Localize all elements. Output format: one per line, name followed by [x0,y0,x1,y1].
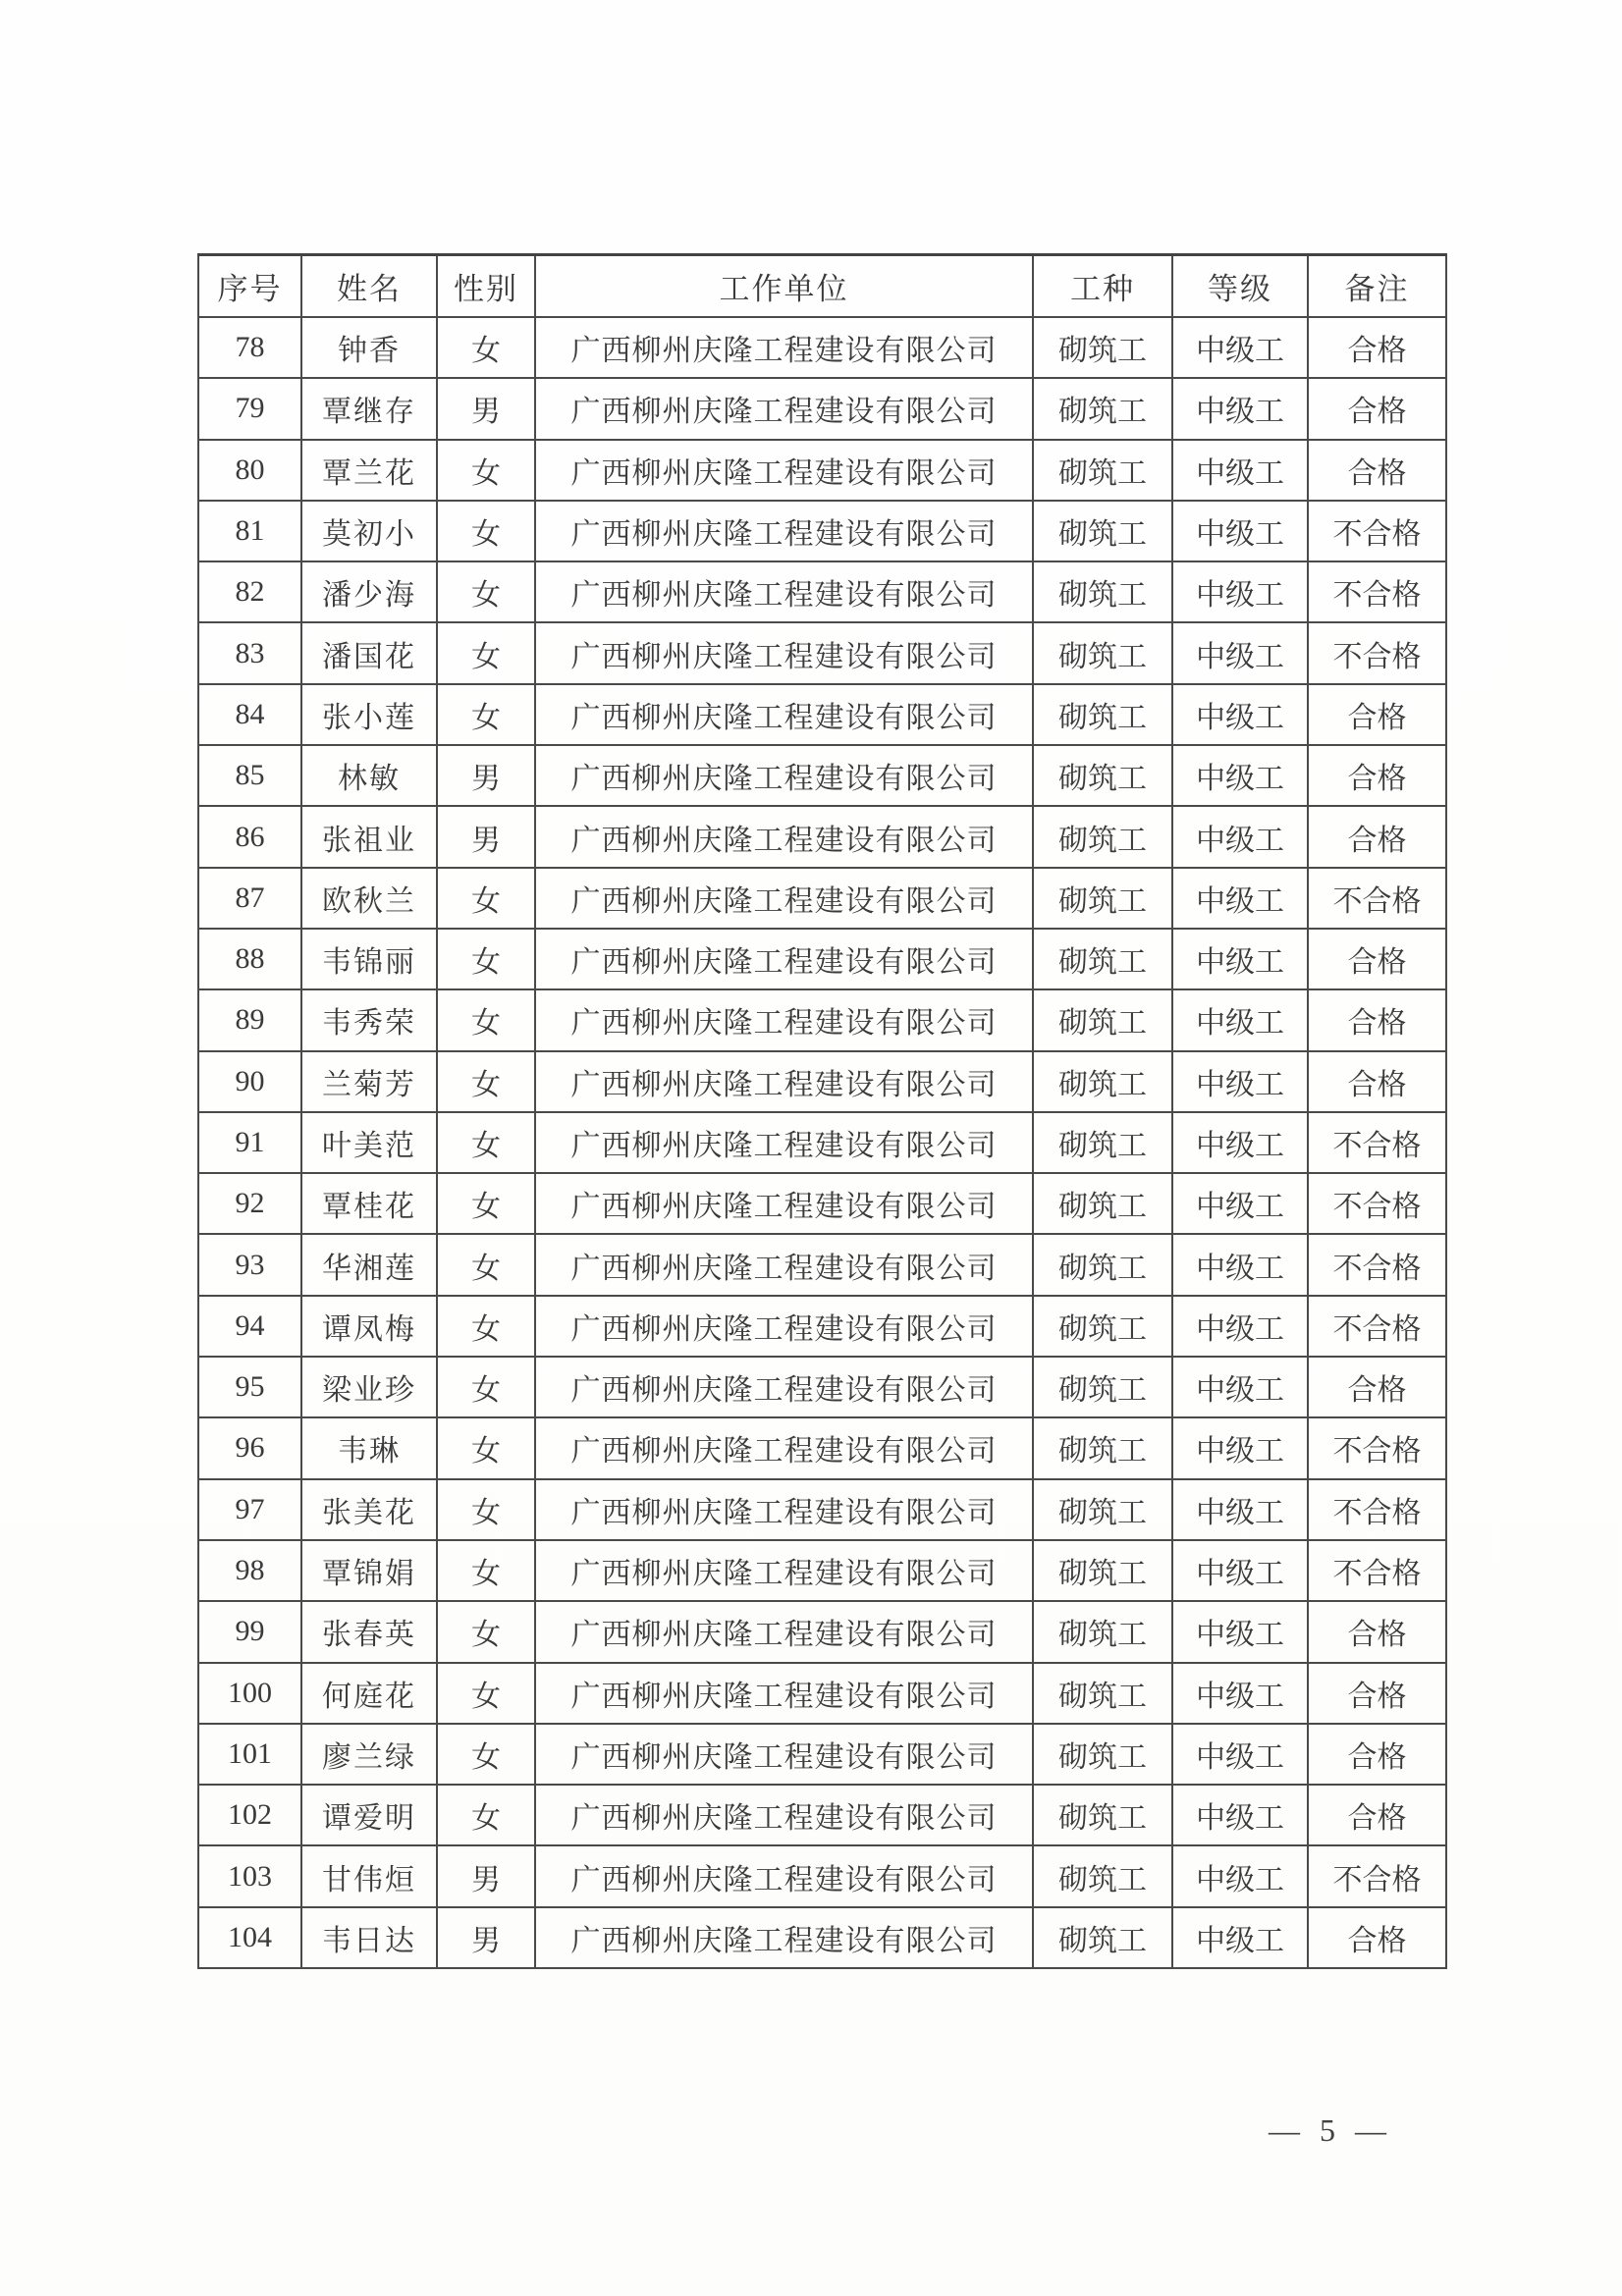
table-header-row [198,255,1446,318]
cell-trade: 砌筑工 [1033,1540,1172,1601]
cell-gender: 女 [437,1785,535,1845]
header-cell-no: 序号 [198,255,301,318]
cell-remark: 不合格 [1308,1173,1446,1234]
cell-no: 96 [198,1417,301,1478]
table-row [198,378,1446,439]
cell-trade: 砌筑工 [1033,1724,1172,1785]
table-row [198,1051,1446,1112]
cell-unit: 广西柳州庆隆工程建设有限公司 [535,1845,1033,1906]
table-row [198,1845,1446,1906]
cell-unit: 广西柳州庆隆工程建设有限公司 [535,317,1033,378]
cell-unit: 广西柳州庆隆工程建设有限公司 [535,1296,1033,1357]
cell-level: 中级工 [1172,684,1308,745]
cell-unit: 广西柳州庆隆工程建设有限公司 [535,440,1033,501]
cell-level: 中级工 [1172,745,1308,806]
cell-level: 中级工 [1172,1663,1308,1724]
cell-name: 韦琳 [301,1417,437,1478]
table-row [198,561,1446,622]
cell-remark: 合格 [1308,440,1446,501]
cell-unit: 广西柳州庆隆工程建设有限公司 [535,1112,1033,1173]
cell-name: 何庭花 [301,1663,437,1724]
cell-remark: 合格 [1308,1357,1446,1417]
cell-no: 89 [198,989,301,1050]
cell-no: 94 [198,1296,301,1357]
cell-name: 华湘莲 [301,1234,437,1295]
cell-gender: 女 [437,1417,535,1478]
cell-remark: 不合格 [1308,1845,1446,1906]
cell-remark: 合格 [1308,745,1446,806]
cell-level: 中级工 [1172,1479,1308,1540]
cell-gender: 女 [437,1234,535,1295]
cell-name: 覃继存 [301,378,437,439]
cell-gender: 男 [437,806,535,867]
cell-trade: 砌筑工 [1033,1845,1172,1906]
cell-unit: 广西柳州庆隆工程建设有限公司 [535,1417,1033,1478]
header-cell-remark: 备注 [1308,255,1446,318]
cell-unit: 广西柳州庆隆工程建设有限公司 [535,1479,1033,1540]
cell-no: 80 [198,440,301,501]
table-row [198,622,1446,683]
cell-name: 欧秋兰 [301,868,437,929]
cell-remark: 合格 [1308,1663,1446,1724]
cell-level: 中级工 [1172,806,1308,867]
cell-trade: 砌筑工 [1033,745,1172,806]
cell-no: 102 [198,1785,301,1845]
cell-unit: 广西柳州庆隆工程建设有限公司 [535,1907,1033,1968]
cell-level: 中级工 [1172,989,1308,1050]
cell-name: 潘国花 [301,622,437,683]
cell-name: 谭凤梅 [301,1296,437,1357]
table-row [198,1234,1446,1295]
cell-name: 廖兰绿 [301,1724,437,1785]
cell-remark: 合格 [1308,1907,1446,1968]
cell-no: 91 [198,1112,301,1173]
table-row [198,806,1446,867]
cell-trade: 砌筑工 [1033,1234,1172,1295]
cell-no: 85 [198,745,301,806]
cell-no: 83 [198,622,301,683]
table-row [198,929,1446,989]
cell-level: 中级工 [1172,1724,1308,1785]
cell-level: 中级工 [1172,440,1308,501]
cell-no: 99 [198,1601,301,1662]
cell-trade: 砌筑工 [1033,1601,1172,1662]
cell-remark: 不合格 [1308,1417,1446,1478]
cell-no: 86 [198,806,301,867]
cell-remark: 合格 [1308,317,1446,378]
cell-level: 中级工 [1172,929,1308,989]
table-row [198,1479,1446,1540]
cell-remark: 合格 [1308,806,1446,867]
cell-gender: 女 [437,1601,535,1662]
cell-no: 90 [198,1051,301,1112]
cell-unit: 广西柳州庆隆工程建设有限公司 [535,1234,1033,1295]
cell-level: 中级工 [1172,501,1308,561]
cell-level: 中级工 [1172,317,1308,378]
cell-unit: 广西柳州庆隆工程建设有限公司 [535,868,1033,929]
cell-remark: 不合格 [1308,561,1446,622]
cell-trade: 砌筑工 [1033,1785,1172,1845]
cell-gender: 女 [437,317,535,378]
cell-level: 中级工 [1172,1907,1308,1968]
cell-no: 101 [198,1724,301,1785]
cell-level: 中级工 [1172,1785,1308,1845]
cell-name: 张小莲 [301,684,437,745]
cell-unit: 广西柳州庆隆工程建设有限公司 [535,684,1033,745]
cell-level: 中级工 [1172,1296,1308,1357]
cell-trade: 砌筑工 [1033,561,1172,622]
cell-remark: 合格 [1308,929,1446,989]
table-row [198,1724,1446,1785]
cell-no: 87 [198,868,301,929]
cell-name: 林敏 [301,745,437,806]
cell-name: 覃锦娟 [301,1540,437,1601]
cell-unit: 广西柳州庆隆工程建设有限公司 [535,989,1033,1050]
cell-unit: 广西柳州庆隆工程建设有限公司 [535,1663,1033,1724]
cell-no: 97 [198,1479,301,1540]
cell-remark: 合格 [1308,684,1446,745]
cell-gender: 女 [437,1296,535,1357]
cell-name: 甘伟烜 [301,1845,437,1906]
cell-gender: 女 [437,1112,535,1173]
cell-trade: 砌筑工 [1033,1296,1172,1357]
cell-gender: 女 [437,1663,535,1724]
table-header [198,255,1446,318]
cell-name: 潘少海 [301,561,437,622]
cell-gender: 女 [437,501,535,561]
cell-name: 叶美范 [301,1112,437,1173]
cell-gender: 女 [437,868,535,929]
cell-level: 中级工 [1172,1845,1308,1906]
table-row [198,1601,1446,1662]
cell-trade: 砌筑工 [1033,501,1172,561]
cell-remark: 不合格 [1308,1112,1446,1173]
cell-unit: 广西柳州庆隆工程建设有限公司 [535,929,1033,989]
cell-remark: 不合格 [1308,622,1446,683]
cell-unit: 广西柳州庆隆工程建设有限公司 [535,501,1033,561]
cell-trade: 砌筑工 [1033,868,1172,929]
cell-name: 张春英 [301,1601,437,1662]
cell-trade: 砌筑工 [1033,989,1172,1050]
cell-unit: 广西柳州庆隆工程建设有限公司 [535,745,1033,806]
cell-level: 中级工 [1172,622,1308,683]
cell-name: 韦锦丽 [301,929,437,989]
cell-no: 88 [198,929,301,989]
table-row [198,684,1446,745]
cell-level: 中级工 [1172,561,1308,622]
cell-gender: 女 [437,561,535,622]
table-row [198,440,1446,501]
cell-level: 中级工 [1172,1540,1308,1601]
cell-name: 兰菊芳 [301,1051,437,1112]
page-number: — 5 — [1269,2112,1392,2148]
cell-gender: 女 [437,1357,535,1417]
header-cell-trade: 工种 [1033,255,1172,318]
cell-name: 韦日达 [301,1907,437,1968]
table-body [198,317,1446,1968]
cell-gender: 女 [437,1479,535,1540]
cell-gender: 女 [437,440,535,501]
cell-unit: 广西柳州庆隆工程建设有限公司 [535,561,1033,622]
cell-name: 覃兰花 [301,440,437,501]
cell-remark: 不合格 [1308,1296,1446,1357]
table-row [198,1296,1446,1357]
cell-name: 梁业珍 [301,1357,437,1417]
cell-trade: 砌筑工 [1033,1417,1172,1478]
cell-name: 韦秀荣 [301,989,437,1050]
cell-gender: 男 [437,378,535,439]
cell-gender: 男 [437,745,535,806]
cell-remark: 不合格 [1308,1479,1446,1540]
cell-unit: 广西柳州庆隆工程建设有限公司 [535,1724,1033,1785]
cell-level: 中级工 [1172,1051,1308,1112]
table-row [198,501,1446,561]
cell-no: 81 [198,501,301,561]
cell-gender: 女 [437,1051,535,1112]
cell-name: 钟香 [301,317,437,378]
cell-level: 中级工 [1172,1173,1308,1234]
table-row [198,1907,1446,1968]
cell-level: 中级工 [1172,1234,1308,1295]
cell-no: 100 [198,1663,301,1724]
table-row [198,1417,1446,1478]
cell-level: 中级工 [1172,378,1308,439]
cell-name: 覃桂花 [301,1173,437,1234]
cell-remark: 不合格 [1308,868,1446,929]
table-row [198,1173,1446,1234]
cell-trade: 砌筑工 [1033,684,1172,745]
cell-level: 中级工 [1172,1601,1308,1662]
cell-name: 谭爱明 [301,1785,437,1845]
cell-no: 78 [198,317,301,378]
cell-trade: 砌筑工 [1033,378,1172,439]
cell-trade: 砌筑工 [1033,1357,1172,1417]
cell-gender: 女 [437,929,535,989]
cell-gender: 女 [437,622,535,683]
cell-unit: 广西柳州庆隆工程建设有限公司 [535,1601,1033,1662]
cell-gender: 男 [437,1907,535,1968]
cell-trade: 砌筑工 [1033,1479,1172,1540]
cell-remark: 合格 [1308,1785,1446,1845]
cell-name: 张祖业 [301,806,437,867]
cell-no: 103 [198,1845,301,1906]
table-row [198,868,1446,929]
cell-unit: 广西柳州庆隆工程建设有限公司 [535,806,1033,867]
cell-level: 中级工 [1172,868,1308,929]
cell-no: 93 [198,1234,301,1295]
table-row [198,317,1446,378]
cell-name: 莫初小 [301,501,437,561]
cell-remark: 不合格 [1308,1234,1446,1295]
cell-trade: 砌筑工 [1033,1663,1172,1724]
cell-remark: 合格 [1308,1724,1446,1785]
header-cell-name: 姓名 [301,255,437,318]
cell-remark: 不合格 [1308,501,1446,561]
cell-remark: 合格 [1308,989,1446,1050]
cell-trade: 砌筑工 [1033,1051,1172,1112]
cell-gender: 女 [437,684,535,745]
cell-level: 中级工 [1172,1417,1308,1478]
cell-no: 82 [198,561,301,622]
table-row [198,745,1446,806]
cell-gender: 男 [437,1845,535,1906]
cell-gender: 女 [437,1173,535,1234]
cell-unit: 广西柳州庆隆工程建设有限公司 [535,1173,1033,1234]
table-row [198,1357,1446,1417]
cell-remark: 合格 [1308,378,1446,439]
cell-unit: 广西柳州庆隆工程建设有限公司 [535,378,1033,439]
cell-trade: 砌筑工 [1033,622,1172,683]
table-row [198,1785,1446,1845]
header-cell-gender: 性别 [437,255,535,318]
header-cell-unit: 工作单位 [535,255,1033,318]
cell-trade: 砌筑工 [1033,440,1172,501]
cell-remark: 不合格 [1308,1540,1446,1601]
cell-no: 104 [198,1907,301,1968]
table-row [198,989,1446,1050]
qualification-results-table [197,253,1447,1969]
cell-no: 95 [198,1357,301,1417]
cell-unit: 广西柳州庆隆工程建设有限公司 [535,1785,1033,1845]
table-row [198,1663,1446,1724]
cell-gender: 女 [437,989,535,1050]
cell-remark: 合格 [1308,1601,1446,1662]
table-row [198,1540,1446,1601]
cell-trade: 砌筑工 [1033,929,1172,989]
cell-trade: 砌筑工 [1033,806,1172,867]
cell-name: 张美花 [301,1479,437,1540]
cell-gender: 女 [437,1724,535,1785]
cell-no: 98 [198,1540,301,1601]
cell-level: 中级工 [1172,1112,1308,1173]
cell-unit: 广西柳州庆隆工程建设有限公司 [535,1051,1033,1112]
cell-unit: 广西柳州庆隆工程建设有限公司 [535,622,1033,683]
header-cell-level: 等级 [1172,255,1308,318]
cell-no: 92 [198,1173,301,1234]
cell-trade: 砌筑工 [1033,317,1172,378]
cell-no: 84 [198,684,301,745]
cell-unit: 广西柳州庆隆工程建设有限公司 [535,1357,1033,1417]
cell-trade: 砌筑工 [1033,1907,1172,1968]
cell-remark: 合格 [1308,1051,1446,1112]
cell-no: 79 [198,378,301,439]
table-row [198,1112,1446,1173]
cell-gender: 女 [437,1540,535,1601]
cell-unit: 广西柳州庆隆工程建设有限公司 [535,1540,1033,1601]
cell-trade: 砌筑工 [1033,1173,1172,1234]
cell-trade: 砌筑工 [1033,1112,1172,1173]
cell-level: 中级工 [1172,1357,1308,1417]
